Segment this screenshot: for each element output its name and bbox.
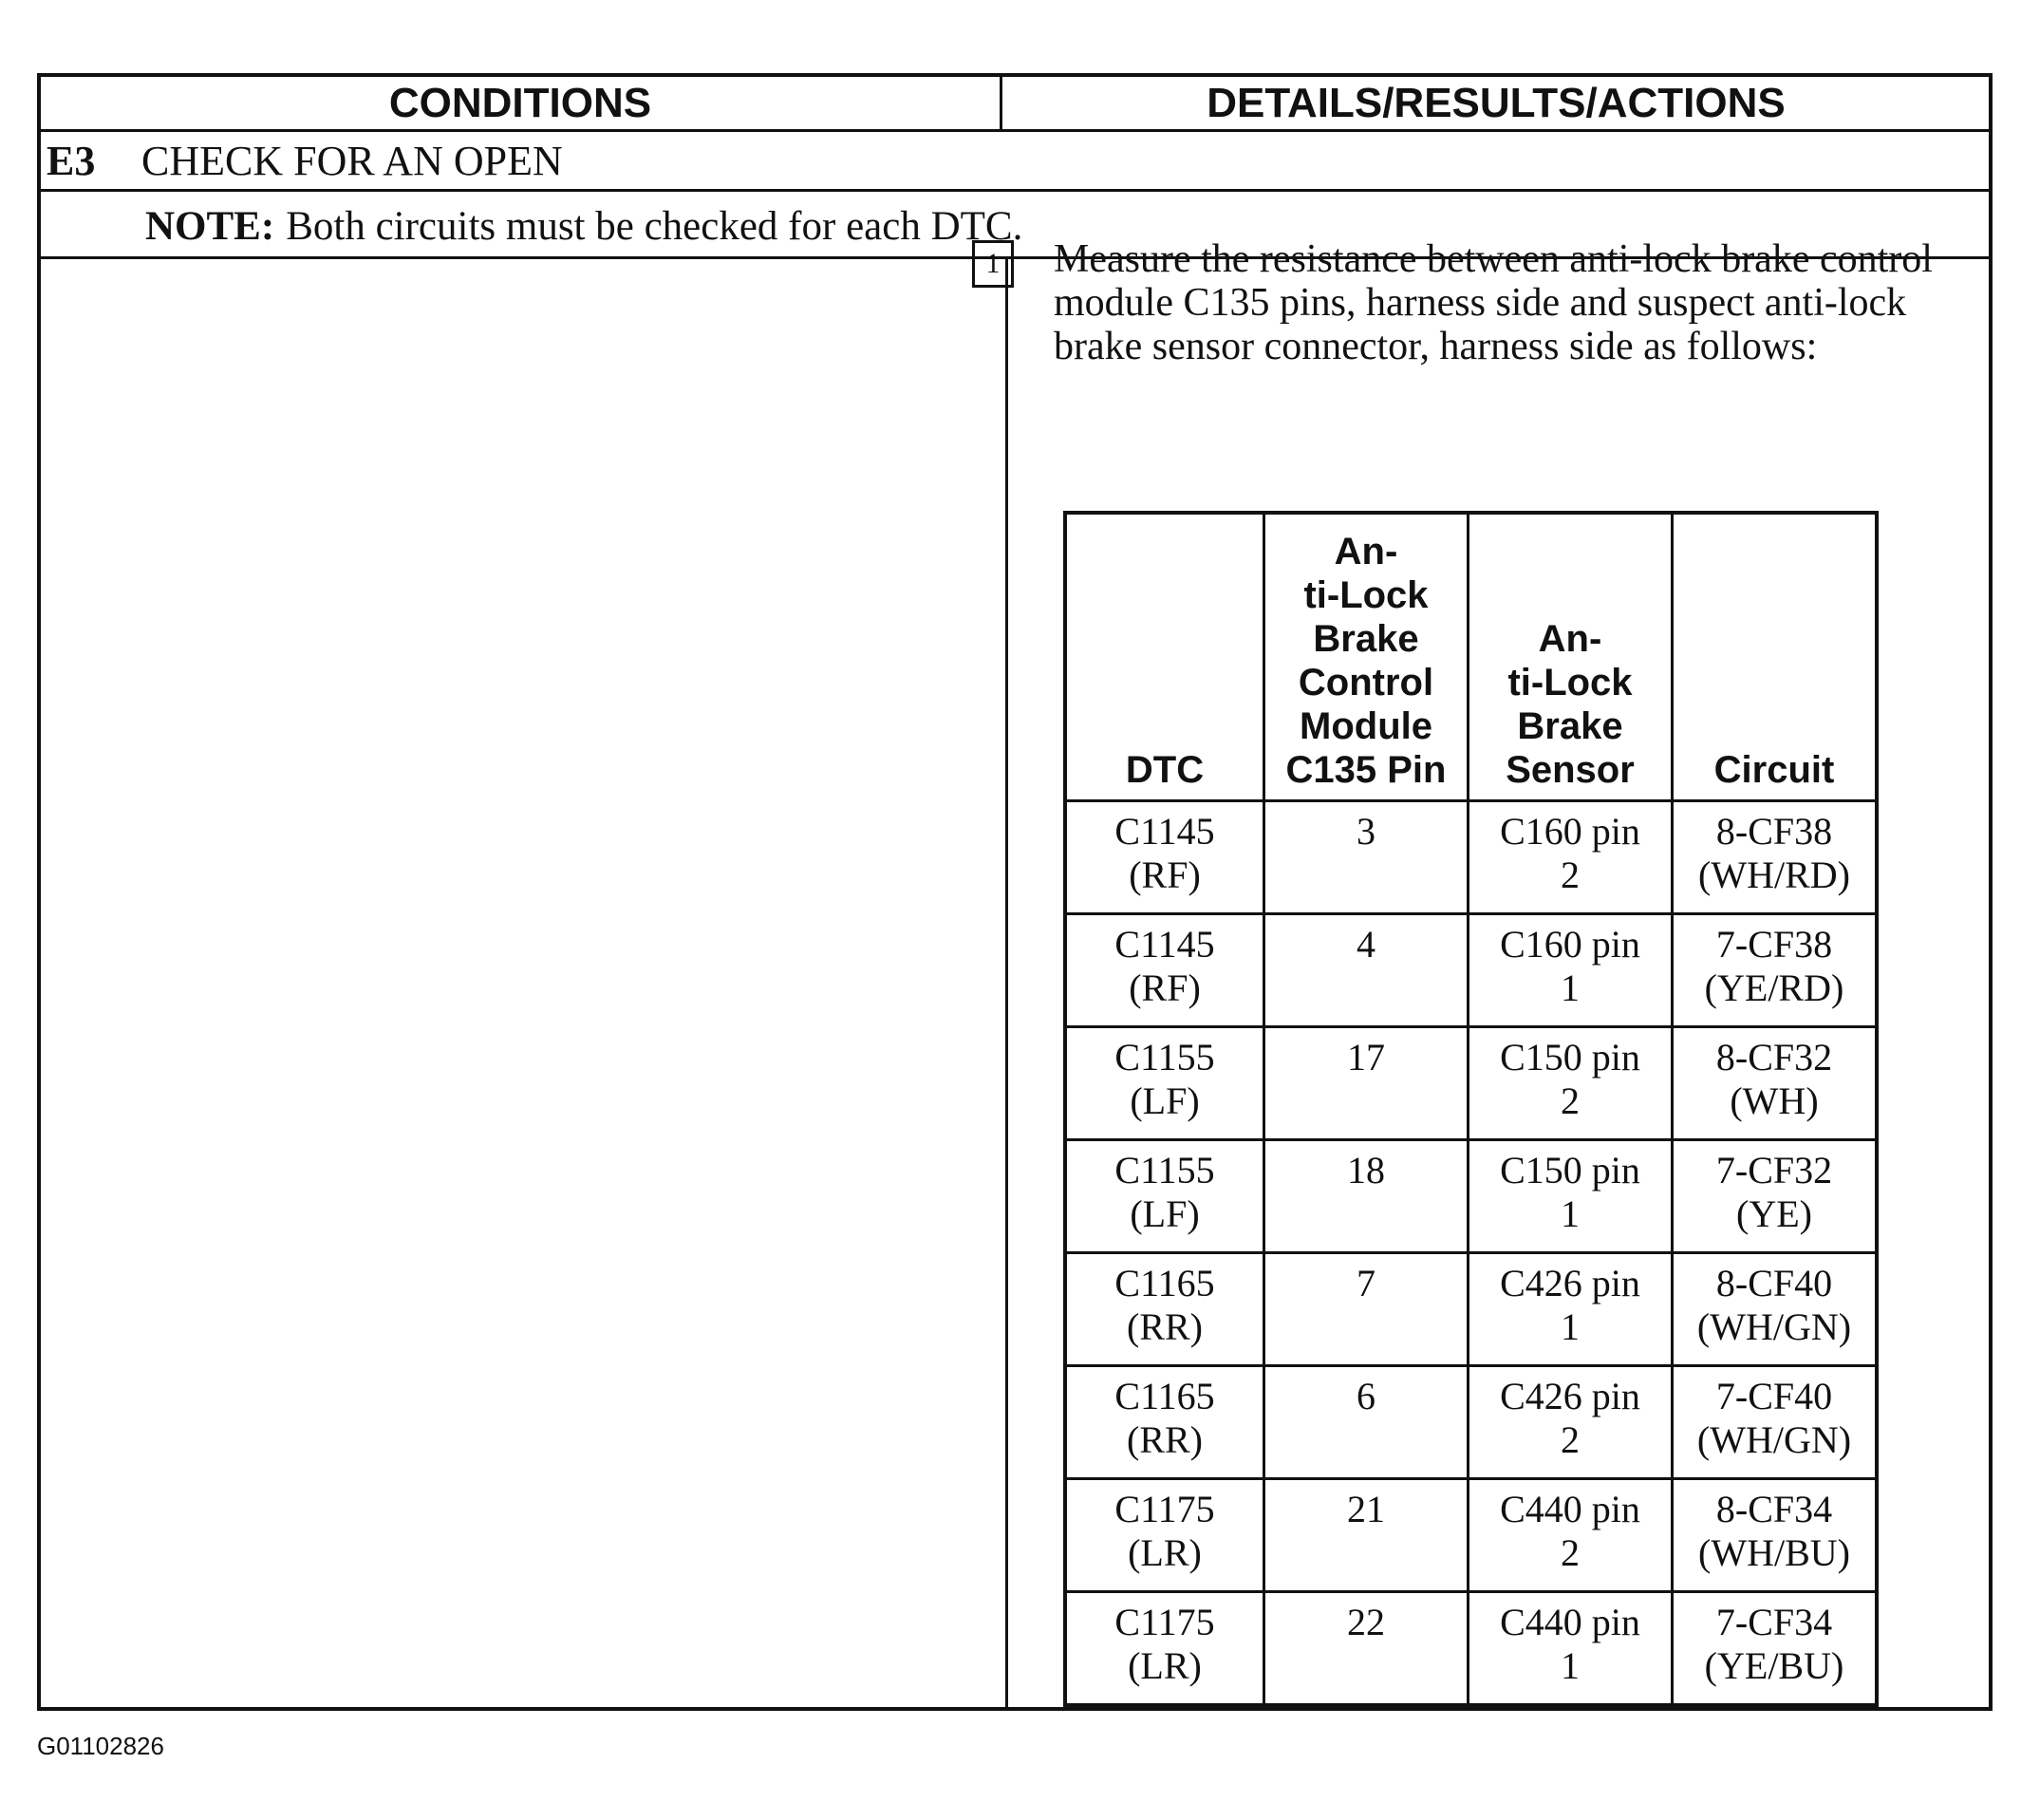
sensor-cell: C160 pin 2 (1469, 801, 1673, 914)
sensor-cell: C440 pin 1 (1469, 1592, 1673, 1706)
circuit-cell: 8-CF40 (WH/GN) (1673, 1253, 1878, 1366)
step-id: E3 (47, 137, 96, 184)
circuit-cell: 8-CF38 (WH/RD) (1673, 801, 1878, 914)
col-circuit: Circuit (1673, 513, 1878, 801)
module-pin-cell: 18 (1264, 1140, 1469, 1253)
sensor-cell: C150 pin 1 (1469, 1140, 1673, 1253)
module-pin-cell: 22 (1264, 1592, 1469, 1706)
module-pin-cell: 7 (1264, 1253, 1469, 1366)
table-row (1065, 1592, 1877, 1706)
circuit-cell: 8-CF34 (WH/BU) (1673, 1479, 1878, 1592)
col-module-pin: An- ti-Lock Brake Control Module C135 Pin (1264, 513, 1469, 801)
table-row (1065, 801, 1877, 914)
circuit-cell: 7-CF32 (YE) (1673, 1140, 1878, 1253)
dtc-cell: C1165 (RR) (1065, 1253, 1264, 1366)
sensor-cell: C150 pin 2 (1469, 1027, 1673, 1140)
step-title: CHECK FOR AN OPEN (141, 137, 563, 184)
table-row (1065, 1140, 1877, 1253)
circuit-cell: 7-CF34 (YE/BU) (1673, 1592, 1878, 1706)
sensor-cell: C440 pin 2 (1469, 1479, 1673, 1592)
circuit-cell: 7-CF38 (YE/RD) (1673, 914, 1878, 1027)
col-dtc: DTC (1065, 513, 1264, 801)
table-header-row (1065, 513, 1877, 801)
conditions-header: CONDITIONS (388, 80, 652, 126)
dtc-cell: C1155 (LF) (1065, 1140, 1264, 1253)
dtc-cell: C1165 (RR) (1065, 1366, 1264, 1479)
table-row (1065, 1479, 1877, 1592)
dtc-cell: C1145 (RF) (1065, 914, 1264, 1027)
module-pin-cell: 4 (1264, 914, 1469, 1027)
col-sensor: An- ti-Lock Brake Sensor (1469, 513, 1673, 801)
dtc-cell: C1175 (LR) (1065, 1592, 1264, 1706)
module-pin-cell: 17 (1264, 1027, 1469, 1140)
instruction-text: Measure the resistance between anti-lock brake control module C135 pins, harness side and suspect anti-lock brake sensor connector, harness side as follows: (1054, 237, 1933, 368)
note-row (145, 195, 1022, 257)
table-row (1065, 1027, 1877, 1140)
circuit-cell: 8-CF32 (WH) (1673, 1027, 1878, 1140)
figure-id: G01102826 (37, 1732, 164, 1760)
table-row (1065, 914, 1877, 1027)
step-rule (41, 189, 1989, 192)
module-pin-cell: 3 (1264, 801, 1469, 914)
dtc-cell: C1155 (LF) (1065, 1027, 1264, 1140)
dtc-cell: C1145 (RF) (1065, 801, 1264, 914)
table-row (1065, 1366, 1877, 1479)
note-label: NOTE: (145, 203, 275, 249)
sensor-cell: C160 pin 1 (1469, 914, 1673, 1027)
step-number-box: 1 (972, 240, 1014, 288)
header-divider (1000, 77, 1002, 130)
sensor-cell: C426 pin 1 (1469, 1253, 1673, 1366)
body-divider (1005, 257, 1008, 1711)
sensor-cell: C426 pin 2 (1469, 1366, 1673, 1479)
note-text: Both circuits must be checked for each DTC. (286, 203, 1023, 249)
dtc-cell: C1175 (LR) (1065, 1479, 1264, 1592)
step-row (41, 132, 1989, 189)
details-header: DETAILS/RESULTS/ACTIONS (1207, 80, 1786, 126)
circuit-cell: 7-CF40 (WH/GN) (1673, 1366, 1878, 1479)
module-pin-cell: 6 (1264, 1366, 1469, 1479)
pin-circuit-table (1063, 511, 1879, 1707)
table-row (1065, 1253, 1877, 1366)
module-pin-cell: 21 (1264, 1479, 1469, 1592)
